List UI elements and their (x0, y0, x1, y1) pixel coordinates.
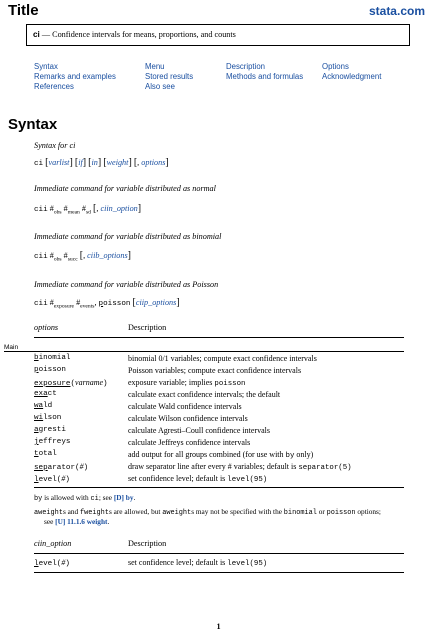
option-description: add output for all groups combined (for use with (128, 450, 286, 459)
option-rest: evel( (38, 560, 62, 568)
note-text: options; (355, 507, 381, 516)
hash: # (76, 298, 81, 307)
table-row (34, 438, 414, 449)
nav-link-stored-results[interactable]: Stored results (145, 72, 194, 81)
ciin-rule-top (34, 553, 404, 554)
option-abbrev: p (34, 366, 39, 374)
option-abbrev: sep (34, 464, 48, 472)
table-row (34, 414, 414, 425)
option-abbrev: j (34, 438, 39, 446)
poisson-caption: Immediate command for variable distributed as Poisson (34, 280, 219, 289)
syntax-heading: Syntax (8, 116, 58, 133)
table-row (34, 378, 414, 389)
title-description: Confidence intervals for means, proportions, and counts (52, 30, 236, 39)
ci-command: ci (34, 160, 44, 168)
option-abbrev: wi (34, 414, 44, 422)
title-dash: — (39, 30, 53, 39)
note-code: fweight (79, 509, 109, 517)
note-code: aweight (162, 509, 192, 517)
option-description: binomial 0/1 variables; compute exact confidence intervals (128, 354, 317, 363)
ci-syntax-caption: Syntax for ci (34, 141, 76, 150)
option-desc-tail: only) (294, 450, 314, 459)
option-rest: ct (47, 390, 57, 398)
table-row (34, 450, 414, 461)
note-text: is allowed with (42, 493, 91, 502)
option-abbrev: l (34, 560, 39, 568)
table-row (34, 426, 414, 437)
ciip-options-link[interactable]: ciip_options (135, 298, 177, 307)
nav-link-references[interactable]: References (34, 82, 74, 91)
note-text: see (44, 517, 56, 526)
comma: , (83, 251, 86, 260)
option-description: calculate Jeffreys confidence intervals (128, 438, 251, 447)
note-code: by (34, 495, 43, 503)
description-col-header: Description (128, 323, 167, 332)
nav-link-description[interactable]: Description (226, 62, 265, 71)
sub-sd: sd (86, 209, 91, 216)
option-rest: oisson (38, 366, 66, 374)
option-arg: varname (75, 378, 104, 387)
nav-link-acknowledgment[interactable]: Acknowledgment (322, 72, 382, 81)
binomial-caption: Immediate command for variable distributed as binomial (34, 232, 222, 241)
nav-link-remarks[interactable]: Remarks and examples (34, 72, 116, 81)
table-row (34, 462, 414, 473)
title-box (26, 24, 410, 46)
option-abbrev: b (34, 354, 39, 362)
nav-column-3 (226, 62, 303, 82)
table-row (34, 366, 414, 377)
comma: , (137, 158, 140, 167)
note-code: binomial (283, 509, 317, 517)
option-abbrev: t (34, 450, 39, 458)
option-rest: otal (38, 450, 57, 458)
table-row (34, 402, 414, 413)
option-close: ) (83, 464, 89, 472)
note-code: ci (90, 495, 99, 503)
ciin-option-link[interactable]: ciin_option (100, 204, 138, 213)
hash: # (63, 204, 68, 213)
hash: # (49, 298, 54, 307)
option-rest: arator( (47, 464, 80, 472)
nav-link-options[interactable]: Options (322, 62, 349, 71)
nav-column-2 (145, 62, 193, 92)
option-abbrev: l (34, 476, 39, 484)
table-row (34, 474, 414, 485)
comma: , (94, 298, 97, 307)
weights-note-cont (44, 517, 109, 526)
nav-link-methods[interactable]: Methods and formulas (226, 72, 304, 81)
hash: # (81, 204, 86, 213)
sub-events: events (80, 303, 95, 310)
note-text: . (133, 493, 136, 502)
page-number: 1 (216, 622, 221, 631)
varlist-link[interactable]: varlist (48, 158, 70, 167)
options-link[interactable]: options (141, 158, 166, 167)
ciin-description-col-header: Description (128, 539, 167, 548)
hash: # (63, 251, 68, 260)
table-rule-top (34, 337, 404, 338)
by-note (34, 493, 135, 503)
option-close: ) (65, 476, 70, 484)
table-row (34, 558, 414, 569)
if-link[interactable]: if (78, 158, 83, 167)
note-text: s are allowed, but (108, 507, 163, 516)
option-arg: # (61, 474, 66, 483)
weight-manual-link[interactable]: [U] 11.1.6 weight (55, 517, 108, 526)
cii-binomial-line: cii $\#_{obs}$ $\#_{succ}$ [, ciib_options] (34, 250, 131, 263)
option-description: draw separator line after every # variables; default is (128, 462, 299, 471)
note-text: ; see (98, 493, 114, 502)
sub-exposure: exposure (53, 303, 75, 310)
option-description: calculate Wilson confidence intervals (128, 414, 248, 423)
option-arg: # (61, 558, 66, 567)
option-abbrev: exposure (34, 380, 71, 388)
option-rest: lson (43, 414, 62, 422)
option-abbrev: a (34, 426, 39, 434)
nav-column-1 (34, 62, 116, 92)
note-text: . (107, 517, 110, 526)
nav-column-4 (322, 62, 381, 82)
option-close: ) (103, 380, 108, 388)
cii-normal-line: cii $\#_{obs}$ $\#_{mean}$ $\#_{sd}$ [, ciin_option] (34, 203, 142, 216)
nav-link-also-see[interactable]: Also see (145, 82, 175, 91)
table-row (34, 390, 414, 401)
ciib-options-link[interactable]: ciib_options (87, 251, 128, 260)
option-description: calculate Wald confidence intervals (128, 402, 242, 411)
sub-obs: obs (53, 256, 62, 263)
weight-link[interactable]: weight (106, 158, 129, 167)
note-text: s and (62, 507, 80, 516)
option-desc-code: poisson (214, 380, 246, 388)
option-close: ) (65, 560, 70, 568)
option-desc-code: level(95) (227, 560, 268, 568)
hash: # (49, 204, 54, 213)
sub-obs: obs (53, 209, 62, 216)
option-abbrev: wa (34, 402, 44, 410)
cii-command: cii (34, 206, 48, 214)
sub-mean: mean (67, 209, 80, 216)
option-description: set confidence level; default is (128, 474, 228, 483)
note-text: s may not be specified with the (191, 507, 284, 516)
note-text: or (316, 507, 327, 516)
page-title: Title (8, 2, 39, 19)
poisson-kw-abbrev: p (98, 300, 104, 308)
option-description: calculate exact confidence intervals; the default (128, 390, 281, 399)
ciin-rule-bottom (34, 572, 404, 573)
option-abbrev: exa (34, 390, 48, 398)
cii-poisson-line: cii $\#_{exposure}$ $\#_{events}$, poisson [ciip_options] (34, 297, 180, 310)
option-desc-code: by (285, 452, 295, 460)
sub-succ: succ (67, 256, 78, 263)
command-name: ci (33, 30, 40, 39)
option-desc-code: separator(5) (298, 464, 352, 472)
table-rule-bottom (34, 487, 404, 488)
note-code: aweight (34, 509, 63, 517)
option-description: Poisson variables; compute exact confidence intervals (128, 366, 302, 375)
weights-note (34, 507, 381, 517)
ciin-col-header: ciin_option (34, 539, 72, 548)
option-rest: ( (70, 380, 76, 388)
cii-command: cii (34, 253, 48, 261)
table-row (34, 354, 414, 365)
group-label-main: Main (4, 344, 19, 351)
comma: , (96, 204, 99, 213)
options-col-header: options (34, 323, 59, 332)
option-rest: inomial (38, 354, 71, 362)
cii-command: cii (34, 300, 48, 308)
option-description: set confidence level; default is (128, 558, 228, 567)
option-arg: # (79, 462, 84, 471)
option-description: exposure variable; implies (128, 378, 215, 387)
poisson-kw-rest: oisson (103, 300, 131, 308)
in-link[interactable]: in (91, 158, 98, 167)
option-rest: ld (43, 402, 53, 410)
hash: # (49, 251, 54, 260)
note-code: poisson (326, 509, 356, 517)
brand-link[interactable]: stata.com (368, 4, 425, 18)
table-rule-group (4, 351, 404, 352)
by-manual-link[interactable]: [D] by (113, 493, 134, 502)
nav-link-syntax[interactable]: Syntax (34, 62, 58, 71)
ci-syntax-line: ci [varlist] [if] [in] [weight] [, options] (34, 157, 169, 168)
option-rest: evel( (38, 476, 62, 484)
option-rest: effreys (38, 438, 71, 446)
option-description: calculate Agresti–Coull confidence intervals (128, 426, 270, 435)
option-desc-code: level(95) (227, 476, 268, 484)
option-rest: gresti (38, 426, 66, 434)
nav-link-menu[interactable]: Menu (145, 62, 165, 71)
normal-caption: Immediate command for variable distributed as normal (34, 184, 216, 193)
